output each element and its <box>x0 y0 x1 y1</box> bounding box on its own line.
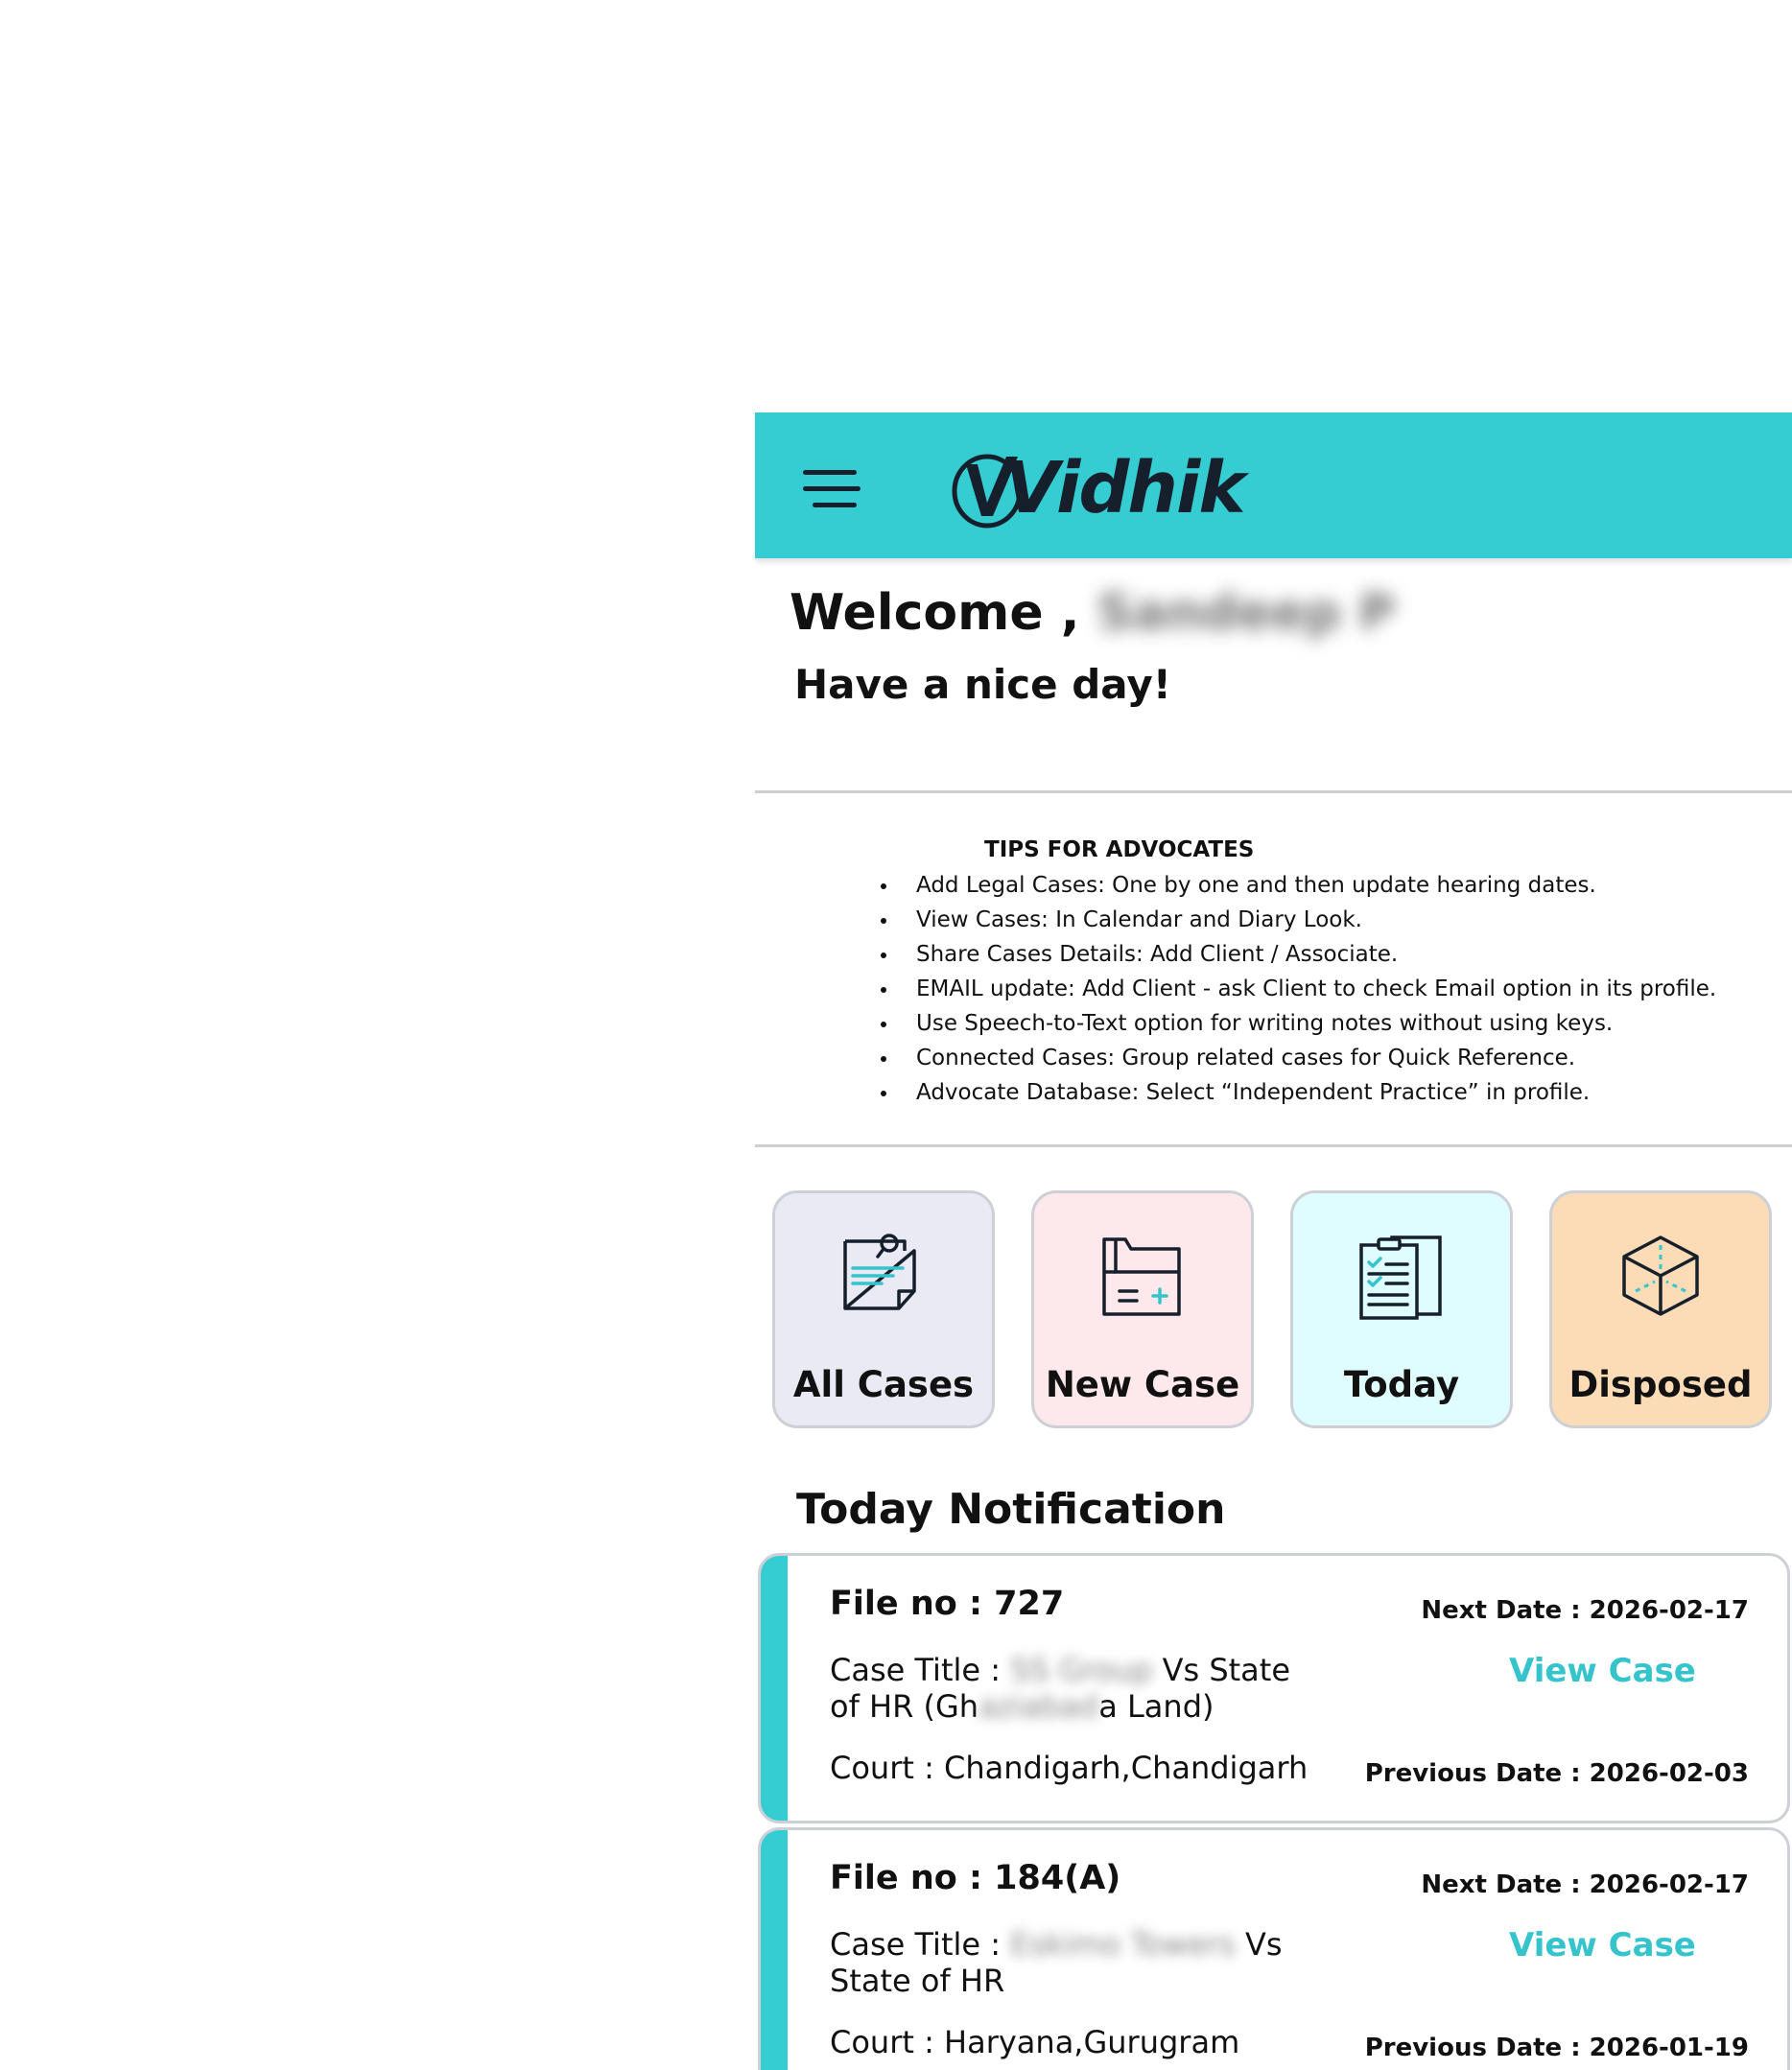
tips-panel <box>755 835 1792 1105</box>
tile-label: Disposed <box>1568 1364 1753 1405</box>
divider <box>755 790 1792 793</box>
brand-logo <box>949 441 1244 537</box>
tip-item: • EMAIL update: Add Client - ask Client to check Email option in its profile. <box>899 972 1716 1006</box>
brand-name: Vidhik <box>1004 447 1244 529</box>
case-title-prefix: Case Title : <box>830 1652 1011 1688</box>
case-title <box>830 1926 1309 1999</box>
tips-list <box>861 868 1716 1110</box>
view-case-link[interactable]: View Case <box>1509 1926 1696 1964</box>
divider <box>755 1144 1792 1147</box>
case-party-name: Eskimo Towers <box>1010 1926 1236 1963</box>
case-title-prefix: Case Title : <box>830 1926 1011 1963</box>
next-date: Next Date : 2026-02-17 <box>1421 1870 1749 1899</box>
view-case-link[interactable]: View Case <box>1509 1652 1696 1690</box>
tip-item: • Use Speech-to-Text option for writing notes without using keys. <box>899 1006 1716 1041</box>
section-title: Today Notification <box>796 1485 1226 1534</box>
file-number: File no : 184(A) <box>830 1859 1121 1897</box>
greeting-text: Have a nice day! <box>794 661 1171 708</box>
tile-label: Today <box>1343 1364 1460 1405</box>
tip-item: • Add Legal Cases: One by one and then update hearing dates. <box>899 868 1716 903</box>
case-party-name: SS Group <box>1010 1652 1153 1688</box>
welcome-heading <box>790 581 1395 645</box>
case-title-rest: Vs State of HR <box>830 1926 1283 1999</box>
tip-item: • Share Cases Details: Add Client / Associate. <box>899 937 1716 972</box>
card-accent-stripe <box>761 1556 788 1821</box>
notification-card[interactable] <box>758 1827 1790 2070</box>
tile-label: New Case <box>1045 1364 1240 1405</box>
clipboard-checklist-icon <box>1357 1232 1446 1320</box>
hamburger-menu-icon[interactable] <box>799 462 862 514</box>
tip-item: • Advocate Database: Select “Independent Practice” in profile. <box>899 1075 1716 1110</box>
file-number: File no : 727 <box>830 1585 1065 1623</box>
previous-date: Previous Date : 2026-02-03 <box>1364 1759 1749 1788</box>
case-title-end: a Land) <box>1098 1688 1214 1725</box>
document-search-icon <box>839 1232 928 1320</box>
new-case-button[interactable] <box>1031 1190 1254 1428</box>
court-name: Court : Chandigarh,Chandigarh <box>830 1750 1309 1786</box>
case-title-rest: Vs State of HR (Gh <box>830 1652 1291 1725</box>
cube-box-icon <box>1616 1232 1705 1320</box>
notification-card[interactable] <box>758 1553 1790 1823</box>
user-name: Sandeep P <box>1096 584 1396 642</box>
disposed-button[interactable] <box>1549 1190 1772 1428</box>
card-accent-stripe <box>761 1830 788 2070</box>
app-screen <box>755 412 1792 2070</box>
tile-label: All Cases <box>792 1364 975 1405</box>
tips-title: TIPS FOR ADVOCATES <box>984 837 1255 862</box>
add-document-icon <box>1098 1232 1187 1320</box>
today-button[interactable] <box>1290 1190 1513 1428</box>
case-location-name: aziabad <box>979 1688 1099 1725</box>
court-name: Court : Haryana,Gurugram <box>830 2024 1240 2060</box>
tip-item: • Connected Cases: Group related cases for Quick Reference. <box>899 1041 1716 1075</box>
all-cases-button[interactable] <box>772 1190 995 1428</box>
app-bar <box>755 412 1792 558</box>
tip-item: • View Cases: In Calendar and Diary Look. <box>899 903 1716 937</box>
case-title <box>830 1652 1309 1725</box>
next-date: Next Date : 2026-02-17 <box>1421 1596 1749 1625</box>
welcome-prefix: Welcome , <box>790 584 1080 642</box>
previous-date: Previous Date : 2026-01-19 <box>1364 2034 1749 2062</box>
